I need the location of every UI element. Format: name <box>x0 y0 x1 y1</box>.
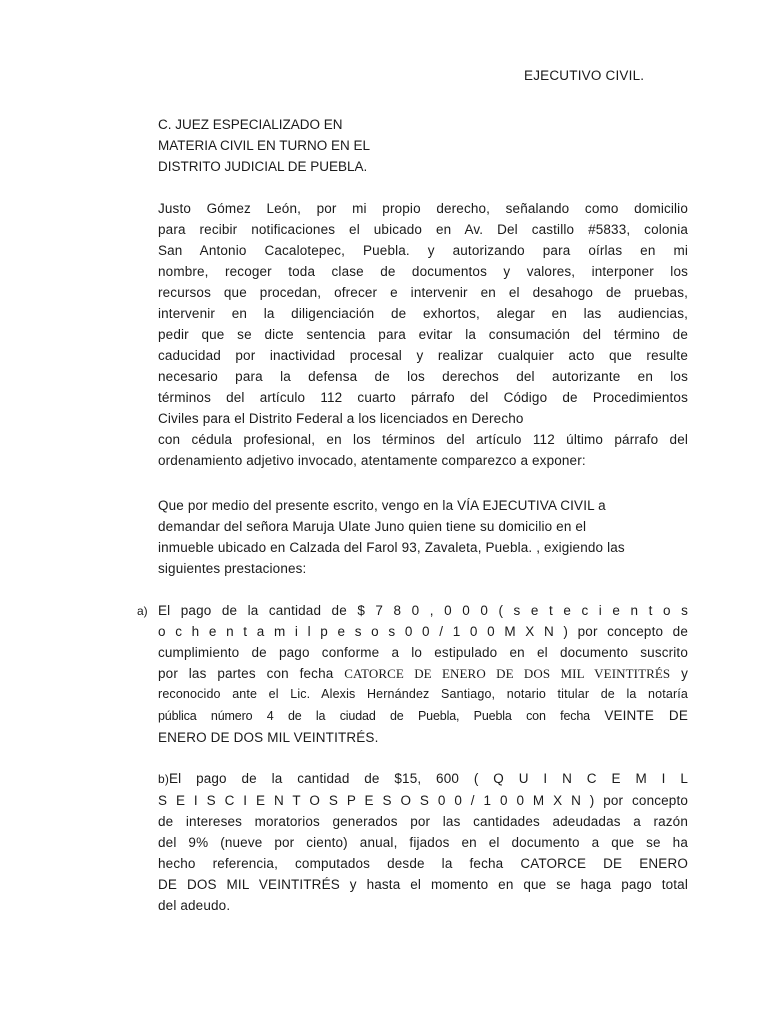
paragraph-line: del adeudo. <box>158 898 231 913</box>
paragraph-line <box>158 768 688 790</box>
paragraph-line: El pago de la cantidad de $ 7 8 0 , 0 0 0 ( s e t e c i e n t o s <box>158 603 688 618</box>
text-fragment: El pago de la cantidad de $15, 600 ( Q U I N C E M I L <box>168 771 688 786</box>
paragraph-line: S E I S C I E N T O S P E S O S 0 0 / 1 0 0 M X N ) por concepto <box>158 793 688 808</box>
date-text: CATORCE DE ENERO DE DOS MIL VEINTITRÉS <box>344 666 671 681</box>
item-marker-a: a) <box>137 604 148 618</box>
paragraph-line: recursos que procedan, ofrecer e intervenir en el desahogo de pruebas, <box>158 285 688 300</box>
paragraph-line: con cédula profesional, en los términos del artículo 112 último párrafo del <box>158 432 688 447</box>
item-marker-b: b) <box>158 772 169 786</box>
paragraph-line: DE DOS MIL VEINTITRÉS y hasta el momento en que se haga pago total <box>158 877 688 892</box>
paragraph-line: Civiles para el Distrito Federal a los licenciados en Derecho <box>158 411 524 426</box>
paragraph-line: nombre, recoger toda clase de documentos y valores, interponer los <box>158 264 688 279</box>
paragraph-line: caducidad por inactividad procesal y realizar cualquier acto que resulte <box>158 348 688 363</box>
paragraph-line: demandar del señora Maruja Ulate Juno quien tiene su domicilio en el <box>158 519 587 534</box>
paragraph-line: términos del artículo 112 cuarto párrafo del Código de Procedimientos <box>158 390 688 405</box>
intro-paragraph <box>158 198 688 471</box>
paragraph-line: cumplimiento de pago conforme a lo estipulado en el documento suscrito <box>158 645 688 660</box>
paragraph-line: ordenamiento adjetivo invocado, atentamente comparezco a exponer: <box>158 453 586 468</box>
paragraph-line <box>158 663 688 684</box>
demand-paragraph <box>158 495 688 579</box>
paragraph-line: necesario para la defensa de los derechos del autorizante en los <box>158 369 688 384</box>
paragraph-line: hecho referencia, computados desde la fecha CATORCE DE ENERO <box>158 856 688 871</box>
paragraph-line: de intereses moratorios generados por las cantidades adeudadas a razón <box>158 814 688 829</box>
addressee-line: C. JUEZ ESPECIALIZADO EN <box>158 117 343 132</box>
paragraph-line: ENERO DE DOS MIL VEINTITRÉS. <box>158 730 379 745</box>
paragraph-line: Justo Gómez León, por mi propio derecho, señalando como domicilio <box>158 201 688 216</box>
document-header: EJECUTIVO CIVIL. <box>524 68 645 83</box>
paragraph-line: inmueble ubicado en Calzada del Farol 93, Zavaleta, Puebla. , exigiendo las <box>158 540 625 555</box>
addressee-line: MATERIA CIVIL EN TURNO EN EL <box>158 138 371 153</box>
paragraph-line: para recibir notificaciones el ubicado en Av. Del castillo #5833, colonia <box>158 222 688 237</box>
paragraph-line: del 9% (nueve por ciento) anual, fijados en el documento a que se ha <box>158 835 688 850</box>
paragraph-line: Que por medio del presente escrito, vengo en la VÍA EJECUTIVA CIVIL a <box>158 498 606 513</box>
item-b-paragraph <box>158 768 688 916</box>
paragraph-line: pedir que se dicte sentencia para evitar la consumación del término de <box>158 327 688 342</box>
text-fragment: y <box>670 666 688 681</box>
text-fragment: pública número 4 de la ciudad de Puebla, Puebla con fecha <box>158 709 605 723</box>
addressee-block <box>158 114 370 177</box>
item-a-paragraph <box>158 600 688 748</box>
paragraph-line: San Antonio Cacalotepec, Puebla. y autorizando para oírlas en mi <box>158 243 688 258</box>
date-text: VEINTE DE <box>604 708 688 723</box>
paragraph-line: o c h e n t a m i l p e s o s 0 0 / 1 0 0 M X N ) por concepto de <box>158 624 688 639</box>
paragraph-line: intervenir en la diligenciación de exhortos, alegar en las audiencias, <box>158 306 688 321</box>
text-fragment: por las partes con fecha <box>158 666 345 681</box>
addressee-line: DISTRITO JUDICIAL DE PUEBLA. <box>158 159 368 174</box>
paragraph-line: siguientes prestaciones: <box>158 561 307 576</box>
paragraph-line: reconocido ante el Lic. Alexis Hernández Santiago, notario titular de la notaría <box>158 687 688 701</box>
paragraph-line <box>158 705 688 727</box>
